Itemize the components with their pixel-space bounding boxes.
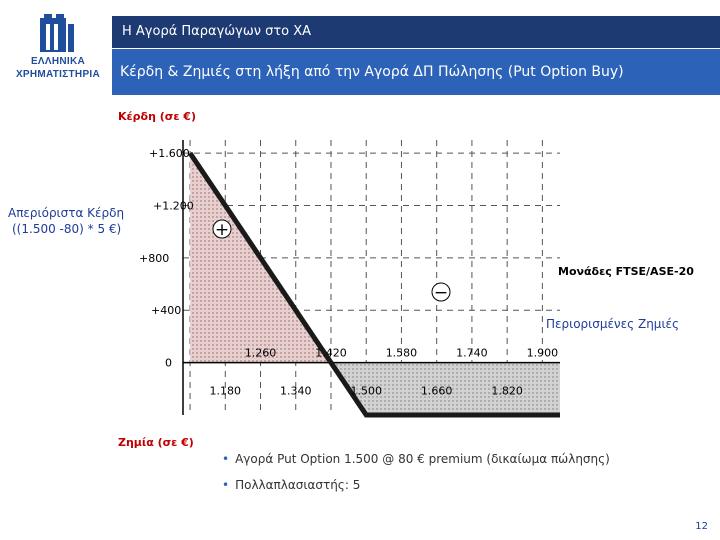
- x-tick-label: 1.820: [491, 384, 523, 398]
- bullet-dot-icon: •: [222, 452, 230, 466]
- x-tick-label: 1.900: [526, 346, 559, 360]
- x-tick-label: 1.660: [420, 384, 453, 398]
- slide-section-title: Η Αγορά Παραγώγων στο ΧΑ: [112, 16, 720, 48]
- x-tick-label: 1.420: [315, 346, 347, 360]
- y-tick-label: +1.200: [153, 199, 194, 213]
- y-tick-label: +1.600: [149, 147, 190, 161]
- unlimited-profit-formula: ((1.500 -80) * 5 €): [12, 222, 122, 236]
- logo-line1: ΕΛΛΗΝΙΚΑ: [30, 56, 86, 67]
- bullet-item: [222, 478, 610, 492]
- x-axis-label: Μονάδες FTSE/ASE-20: [558, 265, 694, 278]
- y-axis-label-profit: Κέρδη (σε €): [118, 110, 196, 123]
- bullet-list: [222, 452, 610, 504]
- y-axis-label-loss: Ζημία (σε €): [118, 436, 194, 449]
- bullet-dot-icon: •: [222, 478, 230, 492]
- y-tick-label: +400: [151, 304, 182, 318]
- page-number: 12: [695, 521, 708, 532]
- plus-sign-label: +: [214, 220, 230, 240]
- y-tick-label: 0: [165, 356, 172, 370]
- bullet-item: [222, 452, 610, 466]
- slide-title: Κέρδη & Ζημιές στη λήξη από την Αγορά ΔΠ Πώλησης (Put Option Buy): [112, 49, 720, 95]
- y-tick-label: +800: [139, 251, 170, 265]
- x-tick-label: 1.580: [385, 346, 418, 360]
- x-tick-label: 1.260: [244, 346, 277, 360]
- x-tick-label: 1.500: [350, 384, 382, 398]
- x-tick-label: 1.740: [456, 346, 488, 360]
- minus-sign-label: −: [433, 283, 449, 303]
- x-tick-label: 1.180: [209, 384, 242, 398]
- bullet-text: Αγορά Put Option 1.500 @ 80 € premium (δικαίωμα πώλησης): [235, 452, 610, 466]
- x-tick-label: 1.340: [279, 384, 312, 398]
- limited-loss-label: Περιορισμένες Ζημιές: [546, 317, 680, 331]
- bullet-text: Πολλαπλασιαστής: 5: [235, 478, 361, 492]
- unlimited-profit-label: Απεριόριστα Κέρδη: [8, 206, 125, 220]
- logo-line2: ΧΡΗΜΑΤΙΣΤΗΡΙΑ: [15, 69, 101, 80]
